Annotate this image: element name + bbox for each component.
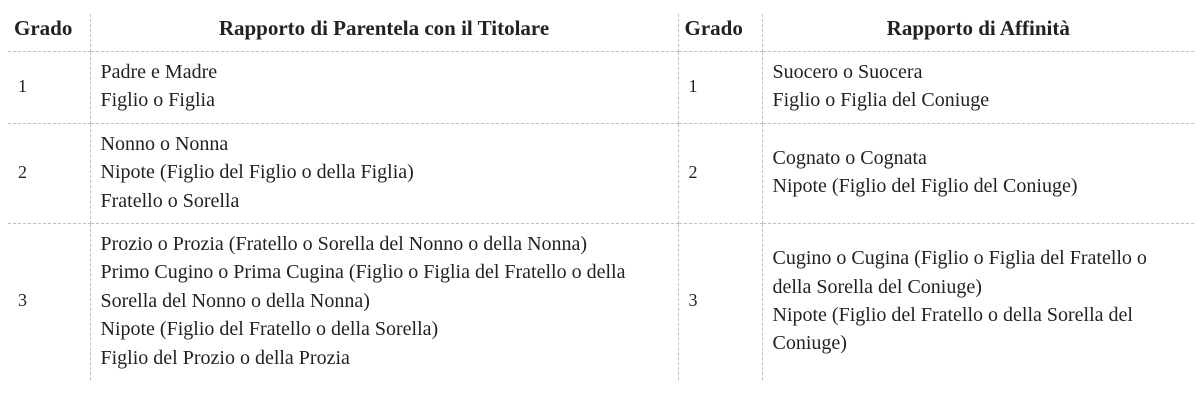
table-row xyxy=(8,52,1194,124)
column-header-affinita: Rapporto di Affinità xyxy=(762,14,1194,52)
relation-line: Figlio del Prozio o della Prozia xyxy=(100,346,350,369)
cell-parentela xyxy=(90,223,678,379)
relation-line: Fratello o Sorella xyxy=(100,189,240,212)
cell-parentela xyxy=(90,52,678,124)
column-header-grade-left: Grado xyxy=(8,14,90,52)
relation-line: Cognato o Cognata xyxy=(772,146,927,169)
column-header-grade-right: Grado xyxy=(678,14,762,52)
relation-line: Nipote (Figlio del Fratello o della Sorella del Coniuge) xyxy=(772,303,1133,355)
cell-grade-right: 1 xyxy=(678,52,762,124)
cell-grade-right: 2 xyxy=(678,123,762,223)
header-row xyxy=(8,14,1194,52)
table-row xyxy=(8,123,1194,223)
relation-line: Suocero o Suocera xyxy=(772,61,923,83)
cell-affinita xyxy=(762,123,1194,223)
relation-line: Nipote (Figlio del Figlio o della Figlia) xyxy=(100,161,414,184)
relation-line: Figlio o Figlia xyxy=(100,89,215,112)
cell-grade-left: 2 xyxy=(8,123,90,223)
relation-line: Prozio o Prozia (Fratello o Sorella del Nonno o della Nonna) xyxy=(100,232,588,255)
table-header xyxy=(8,14,1194,52)
relation-line: Nonno o Nonna xyxy=(100,132,229,155)
table-row xyxy=(8,223,1194,379)
cell-affinita xyxy=(762,223,1194,379)
relation-line: Padre e Madre xyxy=(100,61,218,83)
cell-parentela xyxy=(90,123,678,223)
kinship-degrees-table xyxy=(8,14,1194,380)
table-body xyxy=(8,52,1194,380)
cell-affinita xyxy=(762,52,1194,124)
cell-grade-left: 1 xyxy=(8,52,90,124)
relation-line: Nipote (Figlio del Fratello o della Sorella) xyxy=(100,318,439,341)
cell-grade-left: 3 xyxy=(8,223,90,379)
relation-line: Cugino o Cugina (Figlio o Figlia del Fratello o della Sorella del Coniuge) xyxy=(772,247,1147,298)
relation-line: Primo Cugino o Prima Cugina (Figlio o Figlia del Fratello o della Sorella del Nonno o della Nonna) xyxy=(100,261,626,312)
cell-grade-right: 3 xyxy=(678,223,762,379)
column-header-parentela: Rapporto di Parentela con il Titolare xyxy=(90,14,678,52)
relation-line: Figlio o Figlia del Coniuge xyxy=(772,89,990,112)
relation-line: Nipote (Figlio del Figlio del Coniuge) xyxy=(772,175,1078,198)
